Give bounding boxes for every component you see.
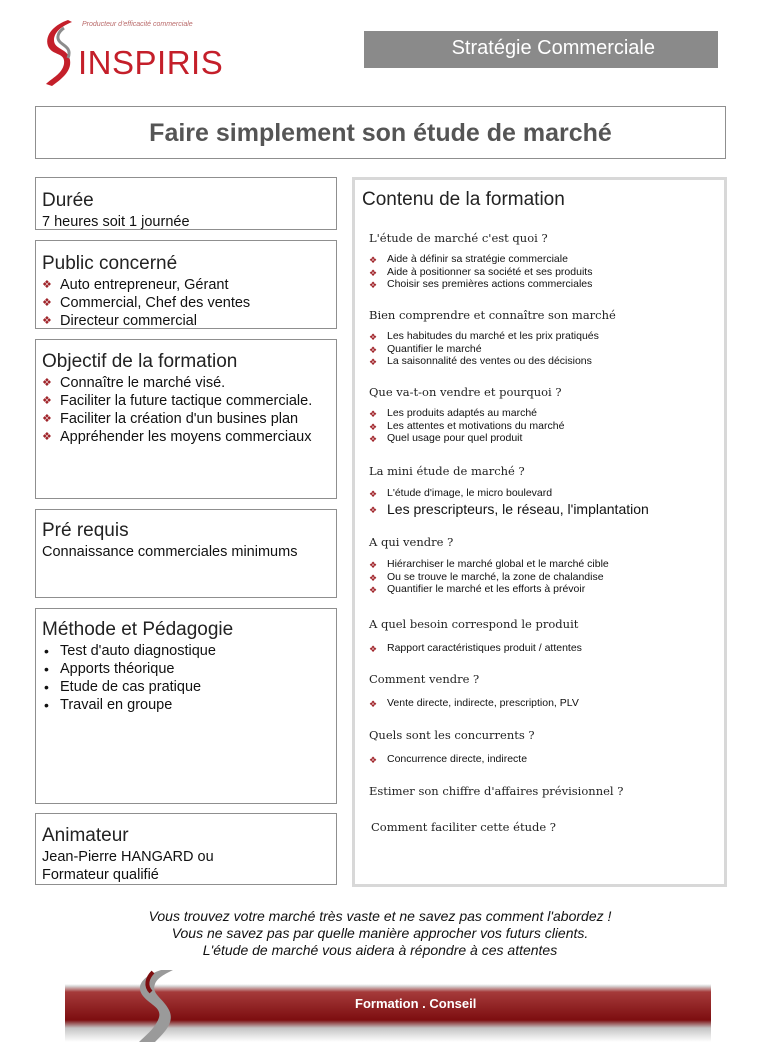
section-list [369,558,609,596]
section-heading: Bien comprendre et connaître son marché [369,308,616,322]
list-item: ❖ Les prescripteurs, le réseau, l'implantation [369,500,649,517]
list-item: ❖ Les habitudes du marché et les prix pratiqués [369,330,599,342]
footer-line: Vous trouvez votre marché très vaste et ne savez pas comment l'abordez ! [148,908,612,924]
contenu-title: Contenu de la formation [362,189,565,210]
section-heading: A qui vendre ? [369,535,454,549]
section-heading: Quels sont les concurrents ? [369,728,535,742]
methode-box [35,608,337,804]
list-item: ❖ Connaître le marché visé. [42,375,226,391]
diamond-bullet-icon: ❖ [369,357,378,367]
section-heading: Que va-t-on vendre et pourquoi ? [369,385,562,399]
diamond-bullet-icon: ❖ [369,332,378,342]
methode-list [42,642,330,714]
section-heading: Comment faciliter cette étude ? [371,820,556,834]
objectif-title: Objectif de la formation [42,351,238,372]
duree-box [35,177,337,230]
public-box [35,240,337,329]
band-swoosh-icon [65,968,235,1042]
list-item: ❖ Quantifier le marché [369,342,482,355]
list-item: ❖ Choisir ses premières actions commerciales [369,278,593,290]
diamond-bullet-icon: ❖ [369,421,378,432]
section-list [369,697,579,710]
prerequis-text: Connaissance commerciales minimums [42,544,298,560]
list-item: ❖ Auto entrepreneur, Gérant [42,277,229,293]
diamond-bullet-icon: ❖ [369,755,378,765]
list-item: • Etude de cas pratique [44,679,202,695]
logo-swoosh-icon [38,18,82,90]
public-title: Public concerné [42,253,178,274]
list-item: ❖ Faciliter la future tactique commerciale. [42,393,313,409]
section-list [369,407,564,445]
section-list [369,487,649,518]
diamond-bullet-icon: ❖ [42,279,52,291]
diamond-bullet-icon: ❖ [42,297,52,309]
list-item: ❖ Vente directe, indirecte, prescription, PLV [369,697,579,709]
footer-line: Vous ne savez pas par quelle manière approcher vos futurs clients. [171,925,589,941]
list-item: • Test d'auto diagnostique [44,643,216,659]
list-item: • Travail en groupe [44,697,173,713]
diamond-bullet-icon: ❖ [369,409,378,419]
prerequis-box [35,509,337,598]
footer-line: L'étude de marché vous aidera à répondre à ces attentes [202,942,558,958]
list-item: ❖ Commercial, Chef des ventes [42,295,251,311]
list-item: ❖ Faciliter la création d'un busines plan [42,411,299,427]
prerequis-title: Pré requis [42,520,129,541]
diamond-bullet-icon: ❖ [369,504,378,515]
duree-text: 7 heures soit 1 journée [42,214,190,230]
page-title: Faire simplement son étude de marché [149,119,612,147]
diamond-bullet-icon: ❖ [42,377,52,389]
public-list [42,276,330,330]
logo-tagline: Producteur d'efficacité commerciale [82,21,193,28]
list-item: ❖ La saisonnalité des ventes ou des décisions [369,355,592,367]
animateur-line1: Jean-Pierre HANGARD ou [42,849,214,865]
diamond-bullet-icon: ❖ [42,431,52,443]
list-item: ❖ Rapport caractéristiques produit / attentes [369,642,582,654]
diamond-bullet-icon: ❖ [42,315,52,327]
category-banner: Stratégie Commerciale [364,31,718,68]
objectif-list [42,374,330,446]
dot-bullet-icon: • [44,697,49,713]
list-item: ❖ L'étude d'image, le micro boulevard [369,487,553,499]
diamond-bullet-icon: ❖ [369,644,378,654]
list-item: ❖ Concurrence directe, indirecte [369,753,528,765]
diamond-bullet-icon: ❖ [42,395,52,407]
list-item: ❖ Ou se trouve le marché, la zone de chalandise [369,570,604,583]
section-list [369,330,599,368]
list-item: ❖ Appréhender les moyens commerciaux [42,429,312,445]
list-item: ❖ Les produits adaptés au marché [369,407,538,419]
diamond-bullet-icon: ❖ [369,280,378,290]
animateur-title: Animateur [42,825,129,846]
logo-wordmark: INSPIRIS [78,44,224,81]
animateur-line2: Formateur qualifié [42,867,159,883]
diamond-bullet-icon: ❖ [369,489,378,499]
diamond-bullet-icon: ❖ [42,413,52,425]
list-item: • Apports théorique [44,661,175,677]
list-item: ❖ Hiérarchiser le marché global et le marché cible [369,558,609,570]
section-heading: Estimer son chiffre d'affaires prévisionnel ? [369,784,624,798]
dot-bullet-icon: • [44,679,49,695]
footer-text [0,908,760,959]
objectif-box [35,339,337,499]
list-item: ❖ Aide à positionner sa société et ses produits [369,265,593,278]
section-list [369,753,527,766]
list-item: ❖ Quel usage pour quel produit [369,432,523,444]
footer-band [65,968,711,1042]
list-item: ❖ Directeur commercial [42,313,197,329]
section-list [369,253,592,291]
diamond-bullet-icon: ❖ [369,560,378,570]
section-list [369,642,582,655]
list-item: ❖ Aide à définir sa stratégie commerciale [369,253,568,265]
duree-title: Durée [42,190,94,211]
diamond-bullet-icon: ❖ [369,434,378,444]
section-heading: Comment vendre ? [369,672,480,686]
dot-bullet-icon: • [44,661,49,677]
diamond-bullet-icon: ❖ [369,255,378,265]
diamond-bullet-icon: ❖ [369,344,378,355]
list-item: ❖ Les attentes et motivations du marché [369,419,565,432]
inspiris-logo [38,18,224,90]
section-heading: L'étude de marché c'est quoi ? [369,231,548,245]
diamond-bullet-icon: ❖ [369,699,378,709]
diamond-bullet-icon: ❖ [369,572,378,583]
band-label: Formation . Conseil [355,996,477,1011]
contenu-box [352,177,727,887]
diamond-bullet-icon: ❖ [369,267,378,278]
diamond-bullet-icon: ❖ [369,585,378,595]
dot-bullet-icon: • [44,643,49,659]
section-heading: A quel besoin correspond le produit [369,617,579,631]
title-box [35,106,726,159]
methode-title: Méthode et Pédagogie [42,619,234,640]
section-heading: La mini étude de marché ? [369,464,525,478]
list-item: ❖ Quantifier le marché et les efforts à prévoir [369,583,586,595]
animateur-box [35,813,337,885]
